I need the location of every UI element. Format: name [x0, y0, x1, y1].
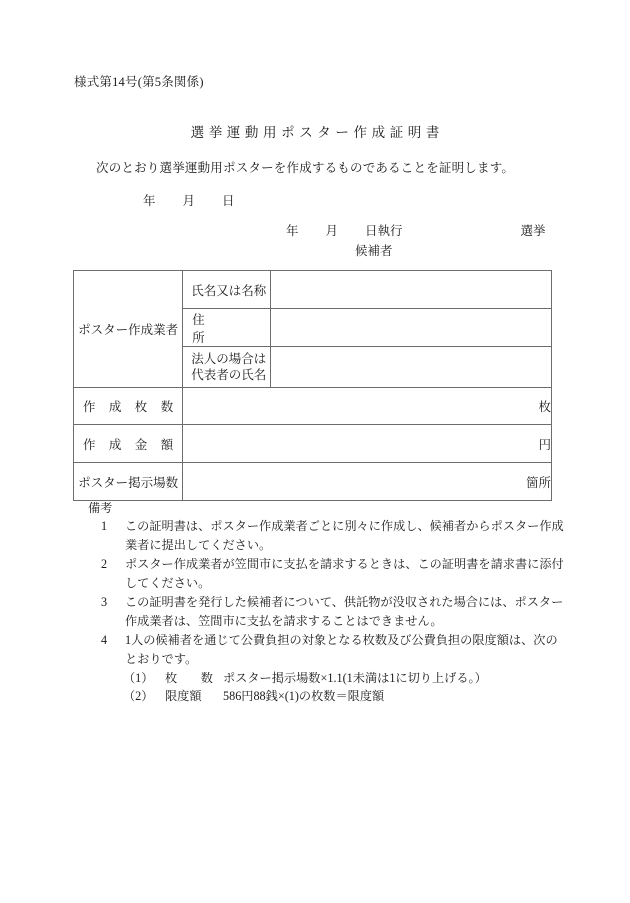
created-amount-unit: 円: [538, 437, 551, 452]
election-label: 選挙: [520, 224, 546, 238]
created-amount-label-cell: [74, 425, 183, 463]
producer-name-label: 氏名又は名称: [191, 283, 267, 298]
producer-address-label-cell: [183, 309, 271, 347]
remark-subnote-number: （2）: [123, 689, 154, 704]
poster-places-value-cell[interactable]: [183, 463, 552, 501]
table-row: [74, 463, 552, 501]
created-amount-value-cell[interactable]: [183, 425, 552, 463]
table-row: [74, 425, 552, 463]
poster-places-label: ポスター掲示場数: [78, 475, 179, 490]
certificate-table: [73, 270, 552, 501]
table-row: [74, 388, 552, 425]
created-amount-label: 作成金額: [83, 437, 174, 452]
table-row: [74, 271, 552, 309]
issue-date-month-label: 月: [182, 194, 196, 208]
remark-subnote-text: ポスター掲示場数×1.1(1未満は1に切り上げる。）: [223, 670, 487, 685]
remark-subnote: [123, 669, 568, 688]
remark-subnote-text: 586円88銭×(1)の枚数＝限度額: [223, 689, 385, 704]
remark-note: [101, 517, 568, 555]
created-count-label: 作成枚数: [83, 400, 174, 414]
remarks-section: [88, 499, 568, 706]
remark-note-text: ポスター作成業者が笠間市に支払を請求するときは、この証明書を請求書に添付してください。: [125, 557, 564, 591]
remarks-title: 備考: [88, 501, 113, 515]
remark-note-text: この証明書は、ポスター作成業者ごとに別々に作成し、候補者からポスター作成業者に提出してください。: [125, 519, 564, 553]
producer-group-label-cell: [74, 271, 183, 388]
created-count-unit: 枚: [538, 400, 551, 414]
election-month-label: 月: [325, 224, 339, 238]
issue-date-year-label: 年: [143, 194, 156, 208]
producer-name-value-cell[interactable]: [271, 271, 552, 309]
remark-subnote-number: （1）: [123, 670, 154, 685]
remark-note-number: 3: [101, 594, 108, 609]
issue-date-day-label: 日: [222, 194, 235, 208]
producer-group-label: ポスター作成業者: [78, 323, 179, 337]
producer-representative-value-cell[interactable]: [271, 347, 552, 388]
election-year-label: 年: [286, 224, 299, 238]
remark-subnote: [123, 687, 568, 706]
remark-note-text: 1人の候補者を通じて公費負担の対象となる枚数及び公費負担の限度額は、次のとおりです。: [125, 632, 558, 666]
producer-representative-label-line1: 法人の場合は: [191, 352, 267, 366]
producer-name-label-cell: [183, 271, 271, 309]
lead-sentence: 次のとおり選挙運動用ポスターを作成するものであることを証明します。: [96, 161, 515, 175]
page-title: 選挙運動用ポスター作成証明書: [190, 125, 444, 140]
producer-address-label: 住 所: [192, 312, 255, 345]
created-count-value-cell[interactable]: [183, 388, 552, 425]
remark-note: [101, 631, 568, 669]
created-count-label-cell: [74, 388, 183, 425]
election-date-line: [286, 221, 546, 239]
election-day-execution-label: 日執行: [365, 224, 403, 238]
poster-places-label-cell: [74, 463, 183, 501]
producer-representative-label-line2: 代表者の氏名: [191, 368, 267, 382]
remark-note-number: 4: [101, 632, 108, 647]
remark-note-number: 2: [101, 557, 108, 572]
poster-places-unit: 箇所: [525, 475, 551, 490]
producer-address-value-cell[interactable]: [271, 309, 552, 347]
remark-note: [101, 555, 568, 593]
remark-note-number: 1: [101, 519, 108, 534]
form-number: 様式第14号(第5条関係): [74, 75, 204, 89]
remark-subnote-key: 限度額: [165, 689, 202, 704]
issue-date-line: [143, 191, 235, 209]
remark-note: [101, 593, 568, 631]
remark-subnote-key: 枚数: [165, 670, 213, 685]
candidate-label: 候補者: [355, 244, 393, 258]
remark-note-text: この証明書を発行した候補者について、供託物が没収された場合には、ポスター作成業者は、笠間市に支払を請求することはできません。: [125, 594, 564, 628]
producer-representative-label-cell: [183, 347, 271, 388]
